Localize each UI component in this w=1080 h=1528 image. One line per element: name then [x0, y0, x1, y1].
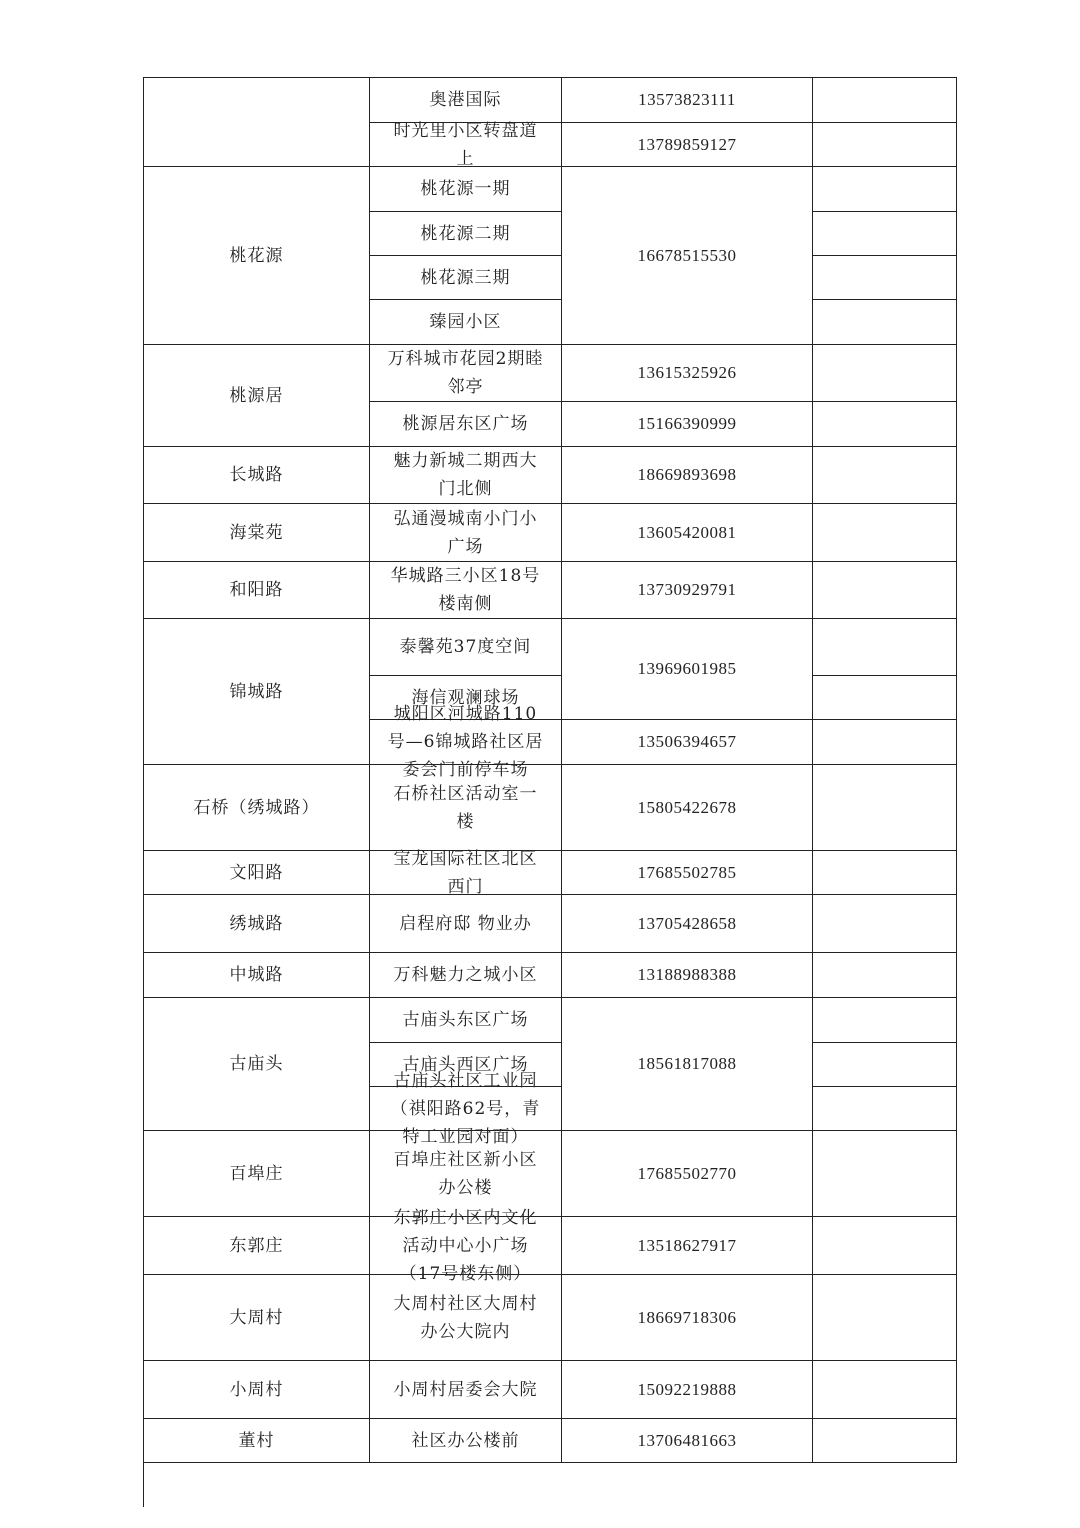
community-cell: 绣城路: [144, 895, 370, 953]
empty-note-cell: [813, 1043, 957, 1087]
empty-note-cell: [813, 300, 957, 345]
phone-cell: 17685502785: [562, 851, 813, 895]
empty-note-cell: [813, 167, 957, 212]
empty-note-cell: [813, 953, 957, 998]
location-cell: 华城路三小区18号楼南侧: [370, 562, 562, 619]
empty-note-cell: [813, 123, 957, 167]
location-cell: 东郭庄小区内文化活动中心小广场（17号楼东侧）: [370, 1217, 562, 1275]
community-cell: 桃源居: [144, 345, 370, 447]
phone-cell: 13188988388: [562, 953, 813, 998]
location-cell: 小周村居委会大院: [370, 1361, 562, 1419]
empty-note-cell: [813, 562, 957, 619]
phone-cell: 13518627917: [562, 1217, 813, 1275]
empty-note-cell: [813, 504, 957, 562]
location-cell: 桃花源二期: [370, 212, 562, 256]
phone-cell: 15166390999: [562, 402, 813, 447]
community-cell: 百埠庄: [144, 1131, 370, 1217]
empty-note-cell: [813, 851, 957, 895]
empty-note-cell: [813, 998, 957, 1043]
community-cell: 董村: [144, 1419, 370, 1463]
location-cell: 泰馨苑37度空间: [370, 619, 562, 676]
phone-cell: 13706481663: [562, 1419, 813, 1463]
phone-cell: 13969601985: [562, 619, 813, 720]
empty-note-cell: [813, 78, 957, 123]
phone-cell: 13705428658: [562, 895, 813, 953]
community-cell: [144, 78, 370, 167]
empty-note-cell: [813, 212, 957, 256]
community-cell: 石桥（绣城路）: [144, 765, 370, 851]
empty-note-cell: [813, 345, 957, 402]
empty-note-cell: [813, 402, 957, 447]
empty-note-cell: [813, 1419, 957, 1463]
location-cell: 城阳区河城路110号—6锦城路社区居委会门前停车场: [370, 720, 562, 765]
community-cell: 大周村: [144, 1275, 370, 1361]
location-cell: 臻园小区: [370, 300, 562, 345]
empty-note-cell: [813, 895, 957, 953]
phone-cell: 13615325926: [562, 345, 813, 402]
community-cell: 海棠苑: [144, 504, 370, 562]
phone-cell: 13573823111: [562, 78, 813, 123]
empty-note-cell: [813, 256, 957, 300]
community-cell: 文阳路: [144, 851, 370, 895]
phone-cell: 13506394657: [562, 720, 813, 765]
phone-cell: 13789859127: [562, 123, 813, 167]
location-cell: 奥港国际: [370, 78, 562, 123]
empty-note-cell: [813, 1217, 957, 1275]
empty-note-cell: [813, 619, 957, 676]
empty-note-cell: [813, 765, 957, 851]
phone-cell: 18561817088: [562, 998, 813, 1131]
location-cell: 桃花源一期: [370, 167, 562, 212]
location-cell: 海信观澜球场: [370, 676, 562, 720]
location-cell: 古庙头东区广场: [370, 998, 562, 1043]
empty-note-cell: [813, 1087, 957, 1131]
location-cell: 社区办公楼前: [370, 1419, 562, 1463]
phone-cell: 18669718306: [562, 1275, 813, 1361]
empty-note-cell: [813, 447, 957, 504]
community-cell: 桃花源: [144, 167, 370, 345]
location-cell: 魅力新城二期西大门北侧: [370, 447, 562, 504]
community-cell: 古庙头: [144, 998, 370, 1131]
location-cell: 万科魅力之城小区: [370, 953, 562, 998]
location-cell: 宝龙国际社区北区西门: [370, 851, 562, 895]
phone-cell: 13605420081: [562, 504, 813, 562]
community-cell: 中城路: [144, 953, 370, 998]
community-cell: 长城路: [144, 447, 370, 504]
location-cell: 古庙头社区工业园（祺阳路62号，青特工业园对面）: [370, 1087, 562, 1131]
phone-cell: 16678515530: [562, 167, 813, 345]
phone-cell: 13730929791: [562, 562, 813, 619]
community-cell: 小周村: [144, 1361, 370, 1419]
empty-note-cell: [813, 676, 957, 720]
empty-note-cell: [813, 1361, 957, 1419]
location-cell: 启程府邸 物业办: [370, 895, 562, 953]
phone-cell: 17685502770: [562, 1131, 813, 1217]
community-cell: 锦城路: [144, 619, 370, 765]
empty-note-cell: [813, 1131, 957, 1217]
testing-sites-table: [143, 77, 957, 1507]
location-cell: 万科城市花园2期睦邻亭: [370, 345, 562, 402]
phone-cell: 15092219888: [562, 1361, 813, 1419]
empty-note-cell: [813, 1275, 957, 1361]
phone-cell: 15805422678: [562, 765, 813, 851]
location-cell: 大周村社区大周村办公大院内: [370, 1275, 562, 1361]
community-cell: 东郭庄: [144, 1217, 370, 1275]
location-cell: 弘通漫城南小门小广场: [370, 504, 562, 562]
location-cell: 桃源居东区广场: [370, 402, 562, 447]
phone-cell: 18669893698: [562, 447, 813, 504]
community-cell: 和阳路: [144, 562, 370, 619]
location-cell: 石桥社区活动室一楼: [370, 765, 562, 851]
empty-note-cell: [813, 720, 957, 765]
location-cell: 时光里小区转盘道上: [370, 123, 562, 167]
location-cell: 古庙头西区广场: [370, 1043, 562, 1087]
location-cell: 桃花源三期: [370, 256, 562, 300]
location-cell: 百埠庄社区新小区办公楼: [370, 1131, 562, 1217]
